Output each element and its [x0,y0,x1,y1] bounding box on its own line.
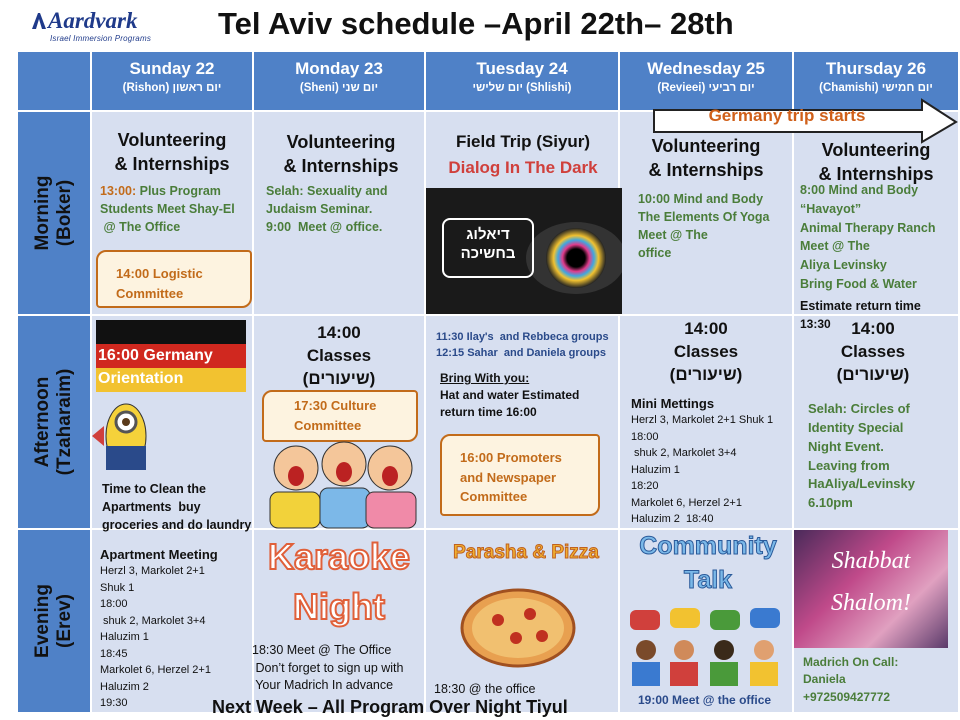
karaoke-singers-icon [256,438,432,530]
mini-meetings-text: Herzl 3, Markolet 2+1 Shuk 1 18:00 shuk 2, Markolet 3+4 Haluzim 1 18:20 Markolet 6, Herzel 2+1 Haluzim 2 18:40 [631,414,774,525]
logistic-committee-scroll [96,250,252,308]
day-name: Tuesday 24 [476,59,568,78]
thursday-afternoon-time: 13:30 [800,317,831,331]
shabbat-shalom-text: Shabbat Shalom! [831,548,911,616]
day-sub: יום שלישי (Shlishi) [472,82,572,94]
day-sub: (Chamishi) יום חמישי [819,82,933,94]
parasha-pizza-art: Parasha & Pizza [453,542,599,563]
monday-evening-text: 18:30 Meet @ The Office Don’t forget to sign up with Your Madrich In advance [252,643,404,692]
wednesday-afternoon-classes: 14:00 Classes (שיעורים) [669,319,743,384]
day-name: Thursday 26 [825,59,927,78]
corner-cell [18,52,90,110]
page-title: Tel Aviv schedule –April 22th– 28th [218,6,734,41]
monday-morning-text: Selah: Sexuality and Judaism Seminar. 9:00 Meet @ office. [266,184,388,235]
day-sub: (Revieei) יום רביעי [657,82,755,94]
day-name: Sunday 22 [129,59,215,78]
sunday-afternoon-text: Time to Clean the Apartments buy groceries and do laundry [102,482,252,533]
thursday-morning-return: Estimate return time [800,299,921,313]
day-name: Monday 23 [295,59,383,78]
karaoke-night-art: Karaoke Night [267,536,411,628]
logo-tagline: Israel Immersion Programs [50,34,152,43]
wednesday-morning-text: 10:00 Mind and Body The Elements Of Yoga Meet @ The office [638,192,770,261]
header-tuesday [426,52,618,110]
aardvark-logo [30,8,170,48]
culture-committee-scroll [262,390,418,442]
monday-morning-title: Volunteering & Internships [283,132,399,177]
scroll-text: 17:30 Culture Committee [294,398,377,433]
sunday-morning-text [100,182,250,236]
sunday-morning-title: Volunteering & Internships [114,130,230,175]
thursday-morning-text: 8:00 Mind and Body “Havayot” Animal Therapy Ranch Meet @ The Aliya Levinsky Bring Food & Water [800,183,936,291]
row-label-text: Afternoon (Tzaharaim) [32,368,75,476]
wednesday-morning-title: Volunteering & Internships [648,136,764,181]
tuesday-evening-text: 18:30 @ the office [434,682,536,696]
apartment-meeting-title: Apartment Meeting [100,547,218,562]
header-monday [254,52,424,110]
header-sunday [92,52,252,110]
hebrew-logo-text: דיאלוג בחשיכה [442,218,534,278]
madrich-on-call: Madrich On Call: Daniela +972509427772 [803,655,899,704]
row-label-evening [18,530,90,712]
scroll-text: 16:00 Promoters and Newspaper Committee [460,450,562,504]
row-label-afternoon [18,316,90,528]
wednesday-evening-text: 19:00 Meet @ the office [638,693,772,707]
germany-orientation-text: 16:00 Germany Orientation [98,347,213,388]
row-label-text: Morning (Boker) [32,175,75,251]
dialog-in-the-dark-image [426,188,622,314]
pizza-icon [458,584,578,670]
aardvark-mark-icon [30,11,48,31]
sunday-morning-time: 13:00: [100,184,137,198]
next-week-footer: Next Week – All Program Over Night Tiyul [212,697,568,717]
tuesday-morning-title: Field Trip (Siyur) [455,132,591,151]
community-talk-art: Community Talk [639,532,777,594]
promoters-committee-scroll [440,434,600,516]
day-name: Wednesday 25 [647,59,765,78]
scroll-text: 14:00 Logistic Committee [116,266,203,301]
tuesday-bring-text: Hat and water Estimated return time 16:00 [440,388,580,420]
thursday-afternoon-text: Selah: Circles of Identity Special Night Event. Leaving from HaAliya/Levinsky 6.10pm [808,401,915,511]
mini-meetings-title: Mini Mettings [631,396,715,411]
row-label-morning [18,112,90,314]
sunday-morning-desc: Plus Program Students Meet Shay-El @ The Office [100,184,235,235]
monday-afternoon-classes: 14:00 Classes (שיעורים) [302,323,376,388]
day-sub: (Rishon) יום ראשון [122,82,222,94]
tuesday-bring-title: Bring With you: [440,371,530,385]
tuesday-afternoon-groups: 11:30 Ilay's and Rebbeca groups 12:15 Sahar and Daniela groups [436,331,609,359]
logo-name: Aardvark [48,8,138,33]
day-sub: (Sheni) יום שני [299,82,379,94]
minion-icon [90,396,160,480]
community-people-icon [624,606,794,686]
apartment-meeting-text: Herzl 3, Markolet 2+1 Shuk 1 18:00 shuk 2, Markolet 3+4 Haluzim 1 18:45 Markolet 6, Herzel 2+1 Haluzim 2 19:30 [100,565,211,709]
tuesday-morning-sub: Dialog In The Dark [448,158,598,177]
germany-trip-label: Germany trip starts [708,106,866,125]
row-label-text: Evening (Erev) [32,584,75,658]
thursday-morning-title: Volunteering & Internships [818,140,934,185]
thursday-afternoon-classes: 14:00 Classes (שיעורים) [836,319,910,384]
